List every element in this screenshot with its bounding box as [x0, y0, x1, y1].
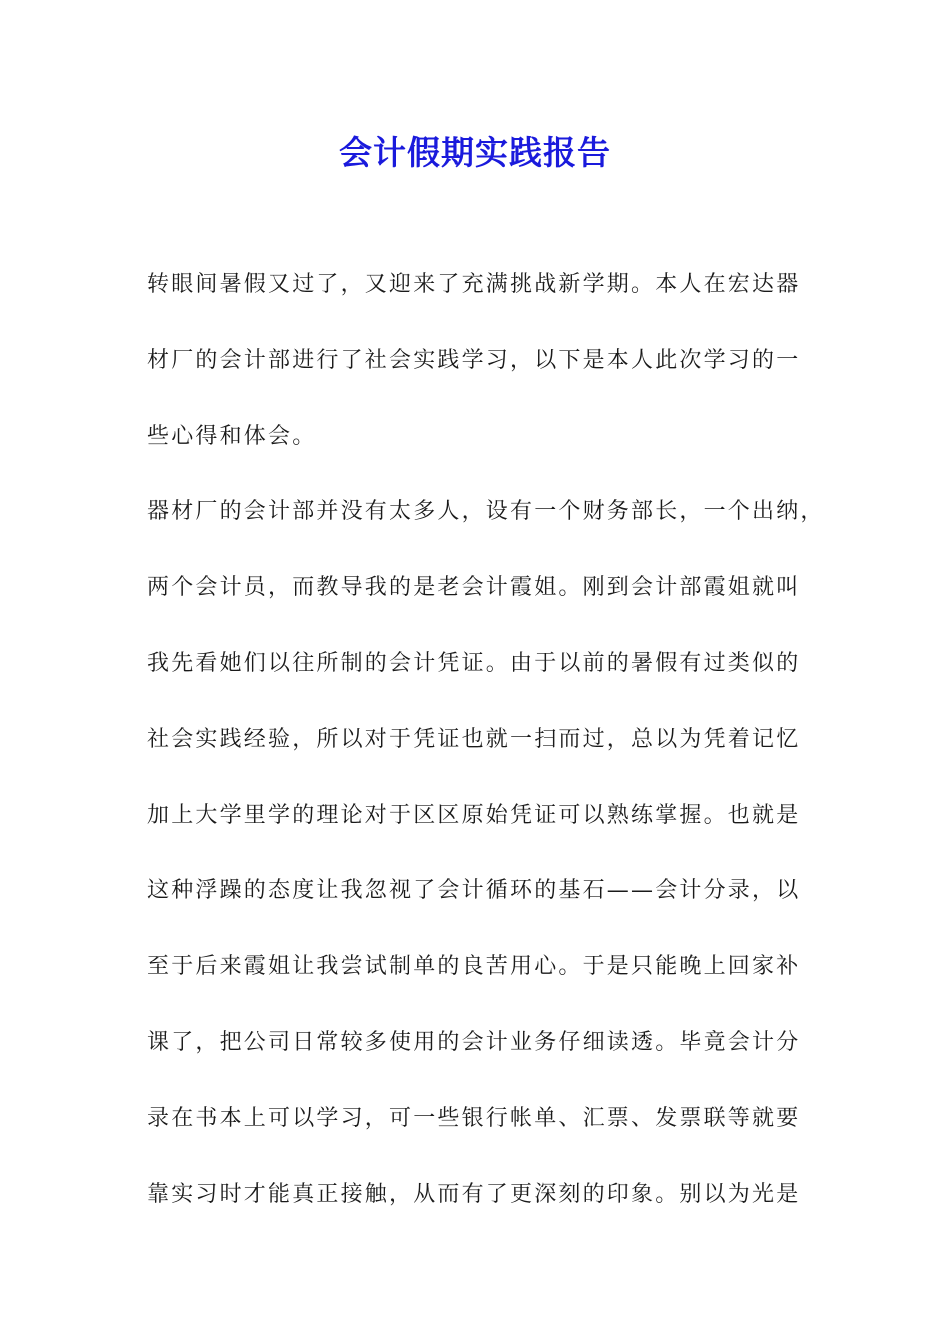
text-line-1: 转眼间暑假又过了，又迎来了充满挑战新学期。本人在宏达器: [147, 272, 801, 297]
document-body: [147, 260, 827, 1245]
text-line-2: 材厂的会计部进行了社会实践学习，以下是本人此次学习的一: [147, 347, 801, 373]
text-line-10: 至于后来霞姐让我尝试制单的良苦用心。于是只能晚上回家补: [147, 954, 801, 980]
text-line-3: 些心得和体会。: [147, 423, 317, 449]
text-line-9: 这种浮躁的态度让我忽视了会计循环的基石——会计分录，以: [147, 878, 801, 904]
text-line-7: 社会实践经验，所以对于凭证也就一扫而过，总以为凭着记忆: [147, 726, 801, 752]
text-line-11: 课了，把公司日常较多使用的会计业务仔细读透。毕竟会计分: [147, 1029, 801, 1055]
text-line-6: 我先看她们以往所制的会计凭证。由于以前的暑假有过类似的: [147, 650, 801, 676]
text-line-8: 加上大学里学的理论对于区区原始凭证可以熟练掌握。也就是: [147, 802, 801, 828]
document-title: 会计假期实践报告: [339, 133, 611, 172]
text-line-13: 靠实习时才能真正接触，从而有了更深刻的印象。别以为光是: [147, 1181, 801, 1207]
text-line-12: 录在书本上可以学习，可一些银行帐单、汇票、发票联等就要: [147, 1105, 801, 1131]
text-line-4: 器材厂的会计部并没有太多人，设有一个财务部长，一个出纳，: [147, 499, 825, 525]
text-line-5: 两个会计员，而教导我的是老会计霞姐。刚到会计部霞姐就叫: [147, 575, 801, 601]
